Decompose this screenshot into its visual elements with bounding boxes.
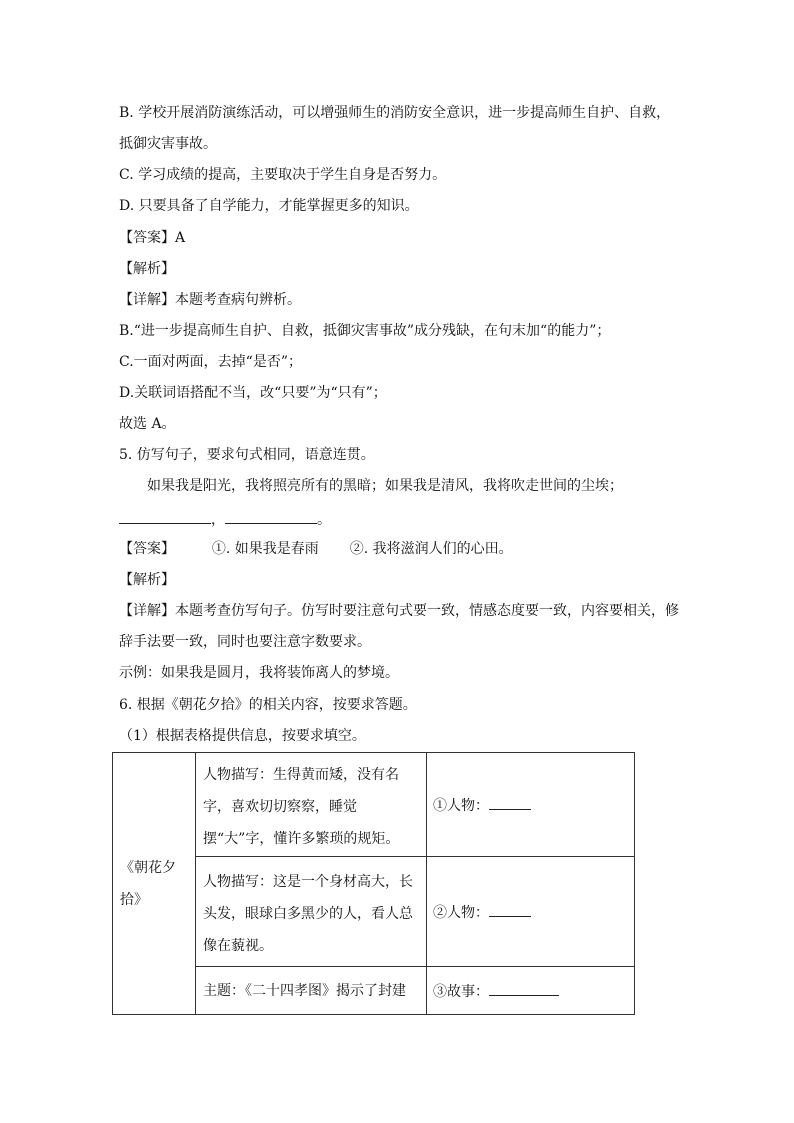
info-table [112, 752, 635, 1015]
desc-cell [196, 967, 427, 1015]
explain-c: C.一面对两面，去掉“是否”； [119, 354, 302, 370]
analysis-label-5: 【解析】 [119, 572, 175, 588]
answer-4: 【答案】A [119, 230, 186, 246]
analysis-label-4: 【解析】 [119, 261, 175, 277]
answer-blank [489, 983, 559, 996]
answer-label: ③故事： [433, 983, 489, 1000]
example-5: 示例：如果我是圆月，我将装饰离人的梦境。 [119, 665, 399, 681]
question-5: 5. 仿写句子，要求句式相同，语意连贯。 [119, 447, 375, 463]
blank-end: 。 [317, 512, 331, 528]
option-b-line1: B. 学校开展消防演练活动，可以增强师生的消防安全意识，进一步提高师生自护、自救， [119, 105, 671, 121]
answer-cell [427, 967, 635, 1015]
explain-d: D.关联词语搭配不当，改“只要”为“只有”； [119, 385, 387, 401]
desc-text: 人物描写：生得黄而矮，没有名字，喜欢切切察察，睡觉摆“大”字，懂许多繁琐的规矩。 [203, 766, 400, 847]
blank-2 [225, 509, 317, 524]
option-b-line2: 抵御灾害事故。 [119, 136, 217, 152]
choose-a: 故选 A。 [119, 416, 176, 432]
desc-cell [196, 857, 427, 967]
explain-b: B.“进一步提高师生自护、自救，抵御灾害事故”成分残缺，在句末加“的能力”； [119, 323, 611, 339]
answer-5-part2: ②. 我将滋润人们的心田。 [349, 541, 513, 557]
blank-separator: ， [211, 512, 225, 528]
answer-blank [489, 904, 531, 917]
option-d: D. 只要具备了自学能力，才能掌握更多的知识。 [119, 198, 419, 214]
detail-5-line2: 辞手法要一致，同时也要注意字数要求。 [119, 634, 371, 650]
question-5-sentence: 如果我是阳光，我将照亮所有的黑暗；如果我是清风，我将吹走世间的尘埃； [147, 478, 623, 494]
answer-blank [489, 797, 531, 810]
book-title-cell [113, 753, 196, 1015]
option-c: C. 学习成绩的提高，主要取决于学生自身是否努力。 [119, 167, 447, 183]
answer-label: ②人物： [433, 904, 489, 921]
question-5-blanks [119, 509, 331, 529]
question-6: 6. 根据《朝花夕拾》的相关内容，按要求答题。 [119, 697, 417, 713]
answer-5-label: 【答案】 [119, 541, 175, 557]
answer-cell [427, 753, 635, 857]
answer-5-part1: ①. 如果我是春雨 [211, 541, 319, 557]
desc-text: 人物描写：这是一个身材高大，长头发，眼球白多黑少的人，看人总像在藐视。 [203, 873, 413, 954]
answer-5 [119, 540, 513, 558]
table-row [113, 753, 635, 857]
desc-cell [196, 753, 427, 857]
answer-cell [427, 857, 635, 967]
detail-5-line1: 【详解】本题考查仿写句子。仿写时要注意句式要一致，情感态度要一致，内容要相关，修 [119, 603, 679, 619]
detail-4: 【详解】本题考查病句辨析。 [119, 292, 301, 308]
desc-text: 主题：《二十四孝图》揭示了封建 [203, 982, 406, 999]
book-title: 《朝花夕拾》 [120, 859, 176, 908]
blank-1 [119, 509, 211, 524]
question-6-sub1: （1）根据表格提供信息，按要求填空。 [119, 728, 366, 744]
answer-label: ①人物： [433, 797, 489, 814]
